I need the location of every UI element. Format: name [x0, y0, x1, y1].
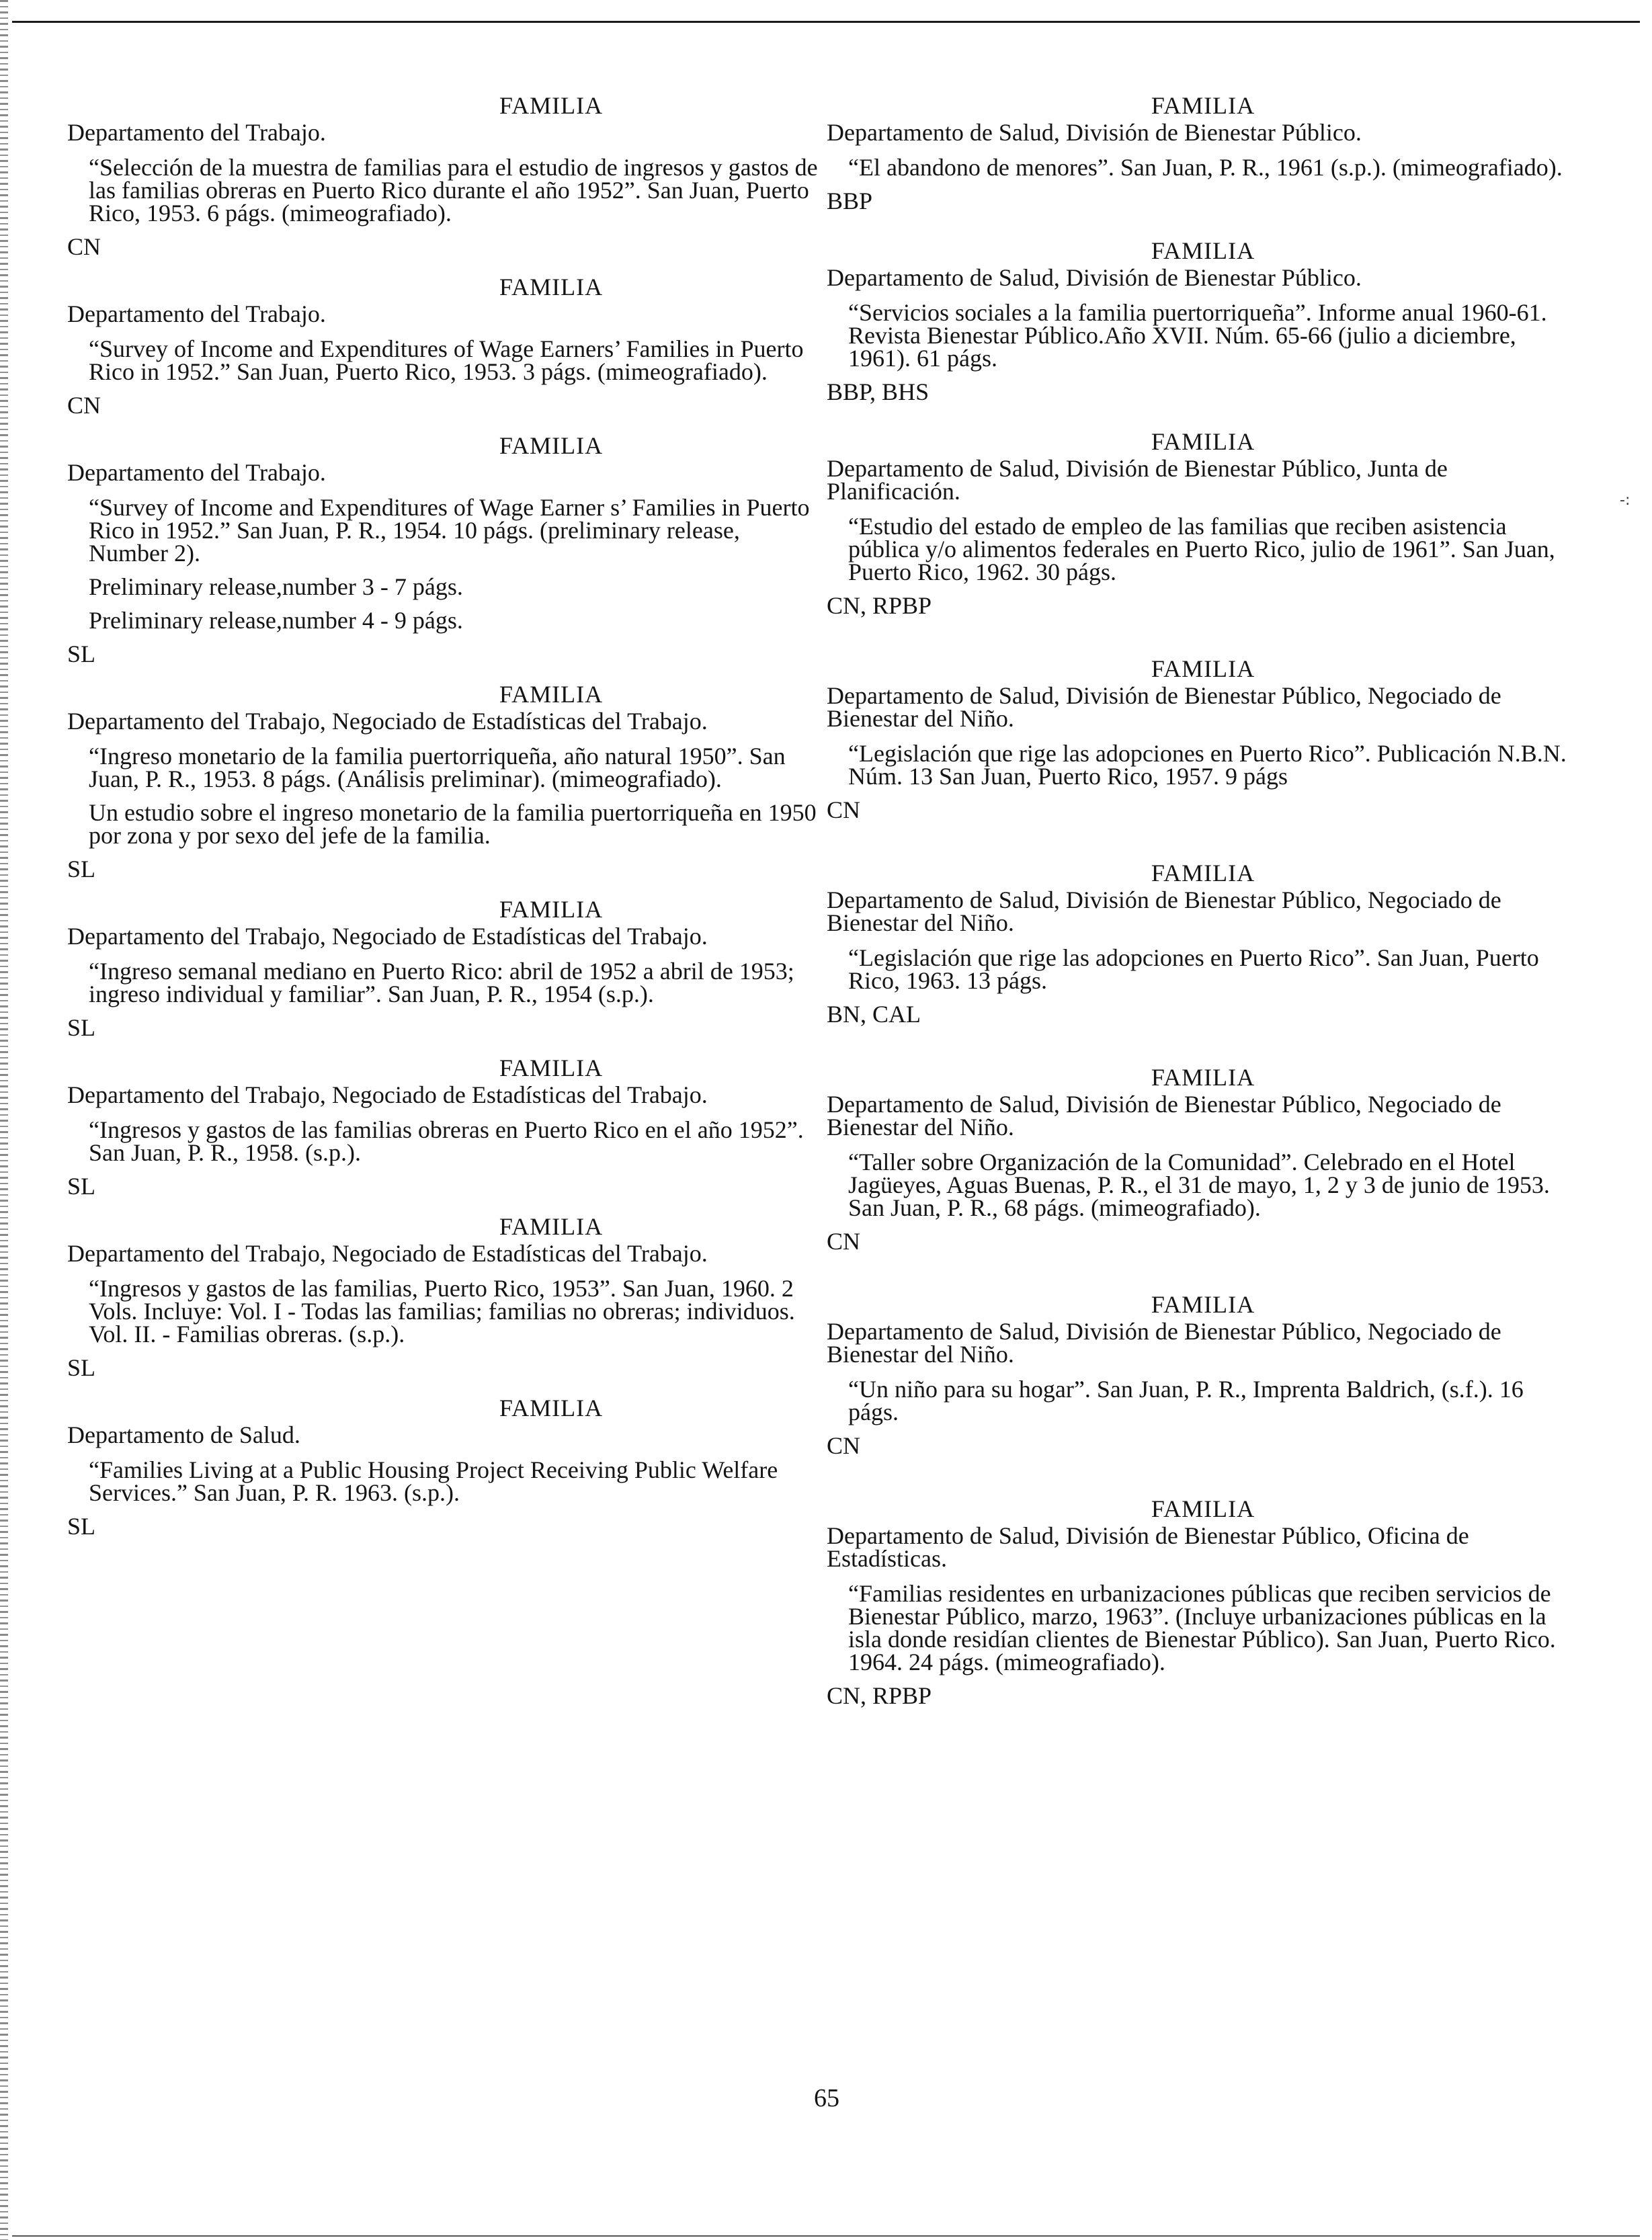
entry-department: Departamento de Salud, División de Bienestar Público.	[827, 264, 1362, 291]
entry-citation: “Survey of Income and Expenditures of Wage Earners’ Families in Puerto Rico in 1952.” San Juan, Puerto Rico, 1953. 3 págs. (mimeografiado).	[89, 335, 804, 385]
entry-library-code: SL	[67, 640, 96, 667]
entry-department: Departamento de Salud, División de Bienestar Público, Negociado de Bienestar del Niño.	[827, 1091, 1501, 1140]
entry-department: Departamento del Trabajo, Negociado de Estadísticas del Trabajo.	[67, 1240, 708, 1267]
entry-library-code: CN	[827, 796, 861, 823]
entry-heading: FAMILIA	[1151, 92, 1255, 119]
entry-citation: “Ingresos y gastos de las familias obreras en Puerto Rico en el año 1952”. San Juan, P. R., 1958. (s.p.).	[89, 1116, 804, 1166]
bibliography-entry	[827, 94, 1579, 212]
entry-heading: FAMILIA	[499, 432, 604, 459]
bibliography-entry	[67, 898, 820, 1039]
bibliography-entry	[67, 683, 820, 880]
entry-citation: “Un niño para su hogar”. San Juan, P. R., Imprenta Baldrich, (s.f.). 16 págs.	[848, 1376, 1524, 1425]
entry-heading: FAMILIA	[1151, 1064, 1255, 1091]
entry-library-code: CN	[827, 1432, 861, 1459]
bottom-rule	[12, 2235, 1640, 2237]
entry-note: Preliminary release,number 4 - 9 págs.	[89, 607, 463, 634]
entry-heading: FAMILIA	[499, 1054, 604, 1081]
entry-library-code: BBP, BHS	[827, 378, 930, 405]
entry-citation: “Families Living at a Public Housing Project Receiving Public Welfare Services.” San Juan, P. R. 1963. (s.p.).	[89, 1456, 778, 1506]
entry-heading: FAMILIA	[499, 1395, 604, 1421]
bibliography-entry	[67, 94, 820, 258]
entry-citation: “Familias residentes en urbanizaciones públicas que reciben servicios de Bienestar Público, marzo, 1963”. (Incluye urbanizaciones públicas en la isla donde residían clientes de Bienestar Público). San Juan, Puerto Rico. 1964. 24 págs. (mimeografiado).	[848, 1580, 1556, 1675]
entry-library-code: CN	[827, 1228, 861, 1255]
entry-citation: “Legislación que rige las adopciones en Puerto Rico”. Publicación N.B.N. Núm. 13 San Juan, Puerto Rico, 1957. 9 págs	[848, 740, 1567, 790]
entry-note: Preliminary release,number 3 - 7 págs.	[89, 573, 463, 600]
bibliography-entry	[827, 862, 1579, 1026]
bibliography-entry	[67, 1397, 820, 1538]
entry-library-code: CN	[67, 392, 101, 419]
page-number: 65	[814, 2084, 839, 2112]
entry-department: Departamento de Salud.	[67, 1421, 300, 1448]
entry-citation: “Legislación que rige las adopciones en Puerto Rico”. San Juan, Puerto Rico, 1963. 13 págs.	[848, 944, 1539, 994]
entry-heading: FAMILIA	[1151, 1291, 1255, 1318]
margin-mark: -:	[1620, 492, 1630, 509]
left-column	[67, 94, 820, 1538]
entry-library-code: CN, RPBP	[827, 1682, 932, 1709]
entry-citation: “Selección de la muestra de familias para el estudio de ingresos y gastos de las familias obreras en Puerto Rico durante el año 1952”. San Juan, Puerto Rico, 1953. 6 págs. (mimeografiado).	[89, 154, 818, 226]
entry-heading: FAMILIA	[1151, 237, 1255, 264]
bibliography-entry	[67, 1056, 820, 1198]
entry-heading: FAMILIA	[499, 681, 604, 708]
bibliography-entry	[827, 1066, 1579, 1253]
entry-department: Departamento de Salud, División de Bienestar Público.	[827, 119, 1362, 146]
scan-edge	[0, 0, 8, 2240]
entry-heading: FAMILIA	[1151, 860, 1255, 886]
entry-department: Departamento del Trabajo, Negociado de Estadísticas del Trabajo.	[67, 708, 708, 735]
top-rule	[12, 21, 1640, 23]
right-column	[827, 94, 1579, 1707]
entry-heading: FAMILIA	[1151, 428, 1255, 455]
bibliography-entry	[827, 657, 1579, 821]
bibliography-entry	[827, 1497, 1579, 1707]
entry-library-code: BBP	[827, 188, 873, 214]
entry-department: Departamento de Salud, División de Bienestar Público, Negociado de Bienestar del Niño.	[827, 886, 1501, 936]
entry-library-code: SL	[67, 856, 96, 882]
entry-heading: FAMILIA	[1151, 1495, 1255, 1522]
entry-citation: “Ingreso monetario de la familia puertorriqueña, año natural 1950”. San Juan, P. R., 1953. 8 págs. (Análisis preliminar). (mimeografiado).	[89, 743, 786, 792]
entry-department: Departamento del Trabajo, Negociado de Estadísticas del Trabajo.	[67, 1081, 708, 1108]
entry-heading: FAMILIA	[499, 274, 604, 300]
entry-heading: FAMILIA	[499, 92, 604, 119]
entry-citation: “Servicios sociales a la familia puertorriqueña”. Informe anual 1960-61. Revista Bienestar Público.Año XVII. Núm. 65-66 (julio a diciembre, 1961). 61 págs.	[848, 299, 1547, 372]
entry-library-code: SL	[67, 1014, 96, 1041]
entry-citation: “Ingreso semanal mediano en Puerto Rico: abril de 1952 a abril de 1953; ingreso individual y familiar”. San Juan, P. R., 1954 (s.p.).	[89, 958, 794, 1007]
entry-citation: “Estudio del estado de empleo de las familias que reciben asistencia pública y/o alimentos federales en Puerto Rico, julio de 1961”. San Juan, Puerto Rico, 1962. 30 págs.	[848, 513, 1555, 585]
entry-department: Departamento de Salud, División de Bienestar Público, Negociado de Bienestar del Niño.	[827, 1318, 1501, 1368]
entry-library-code: BN, CAL	[827, 1001, 921, 1028]
entry-library-code: SL	[67, 1513, 96, 1540]
entry-department: Departamento de Salud, División de Bienestar Público, Oficina de Estadísticas.	[827, 1522, 1469, 1572]
entry-citation: “El abandono de menores”. San Juan, P. R., 1961 (s.p.). (mimeografiado).	[848, 154, 1563, 181]
entry-department: Departamento del Trabajo.	[67, 300, 326, 327]
bibliography-entry	[67, 276, 820, 417]
entry-department: Departamento del Trabajo, Negociado de Estadísticas del Trabajo.	[67, 923, 708, 950]
bibliography-entry	[827, 239, 1579, 403]
entry-library-code: SL	[67, 1354, 96, 1381]
entry-heading: FAMILIA	[499, 1213, 604, 1240]
entry-department: Departamento de Salud, División de Bienestar Público, Junta de Planificación.	[827, 455, 1448, 505]
entry-department: Departamento de Salud, División de Bienestar Público, Negociado de Bienestar del Niño.	[827, 682, 1501, 732]
bibliography-entry	[827, 1293, 1579, 1457]
entry-citation: “Survey of Income and Expenditures of Wage Earner s’ Families in Puerto Rico in 1952.” San Juan, P. R., 1954. 10 págs. (preliminary release, Number 2).	[89, 494, 810, 567]
bibliography-entry	[67, 434, 820, 665]
bibliography-entry	[827, 430, 1579, 617]
entry-department: Departamento del Trabajo.	[67, 119, 326, 146]
entry-citation: “Ingresos y gastos de las familias, Puerto Rico, 1953”. San Juan, 1960. 2 Vols. Incluye: Vol. I - Todas las familias; familias no obreras; individuos. Vol. II. - Familias obreras. (s.p.).	[89, 1275, 795, 1347]
entry-note: Un estudio sobre el ingreso monetario de la familia puertorriqueña en 1950 por zona y por sexo del jefe de la familia.	[89, 799, 817, 849]
entry-heading: FAMILIA	[499, 896, 604, 923]
entry-heading: FAMILIA	[1151, 655, 1255, 682]
entry-library-code: SL	[67, 1173, 96, 1200]
entry-library-code: CN, RPBP	[827, 592, 932, 619]
entry-department: Departamento del Trabajo.	[67, 459, 326, 486]
bibliography-entry	[67, 1215, 820, 1379]
entry-citation: “Taller sobre Organización de la Comunidad”. Celebrado en el Hotel Jagüeyes, Aguas Buenas, P. R., el 31 de mayo, 1, 2 y 3 de junio de 1953. San Juan, P. R., 68 págs. (mimeografiado).	[848, 1149, 1550, 1221]
entry-library-code: CN	[67, 233, 101, 260]
